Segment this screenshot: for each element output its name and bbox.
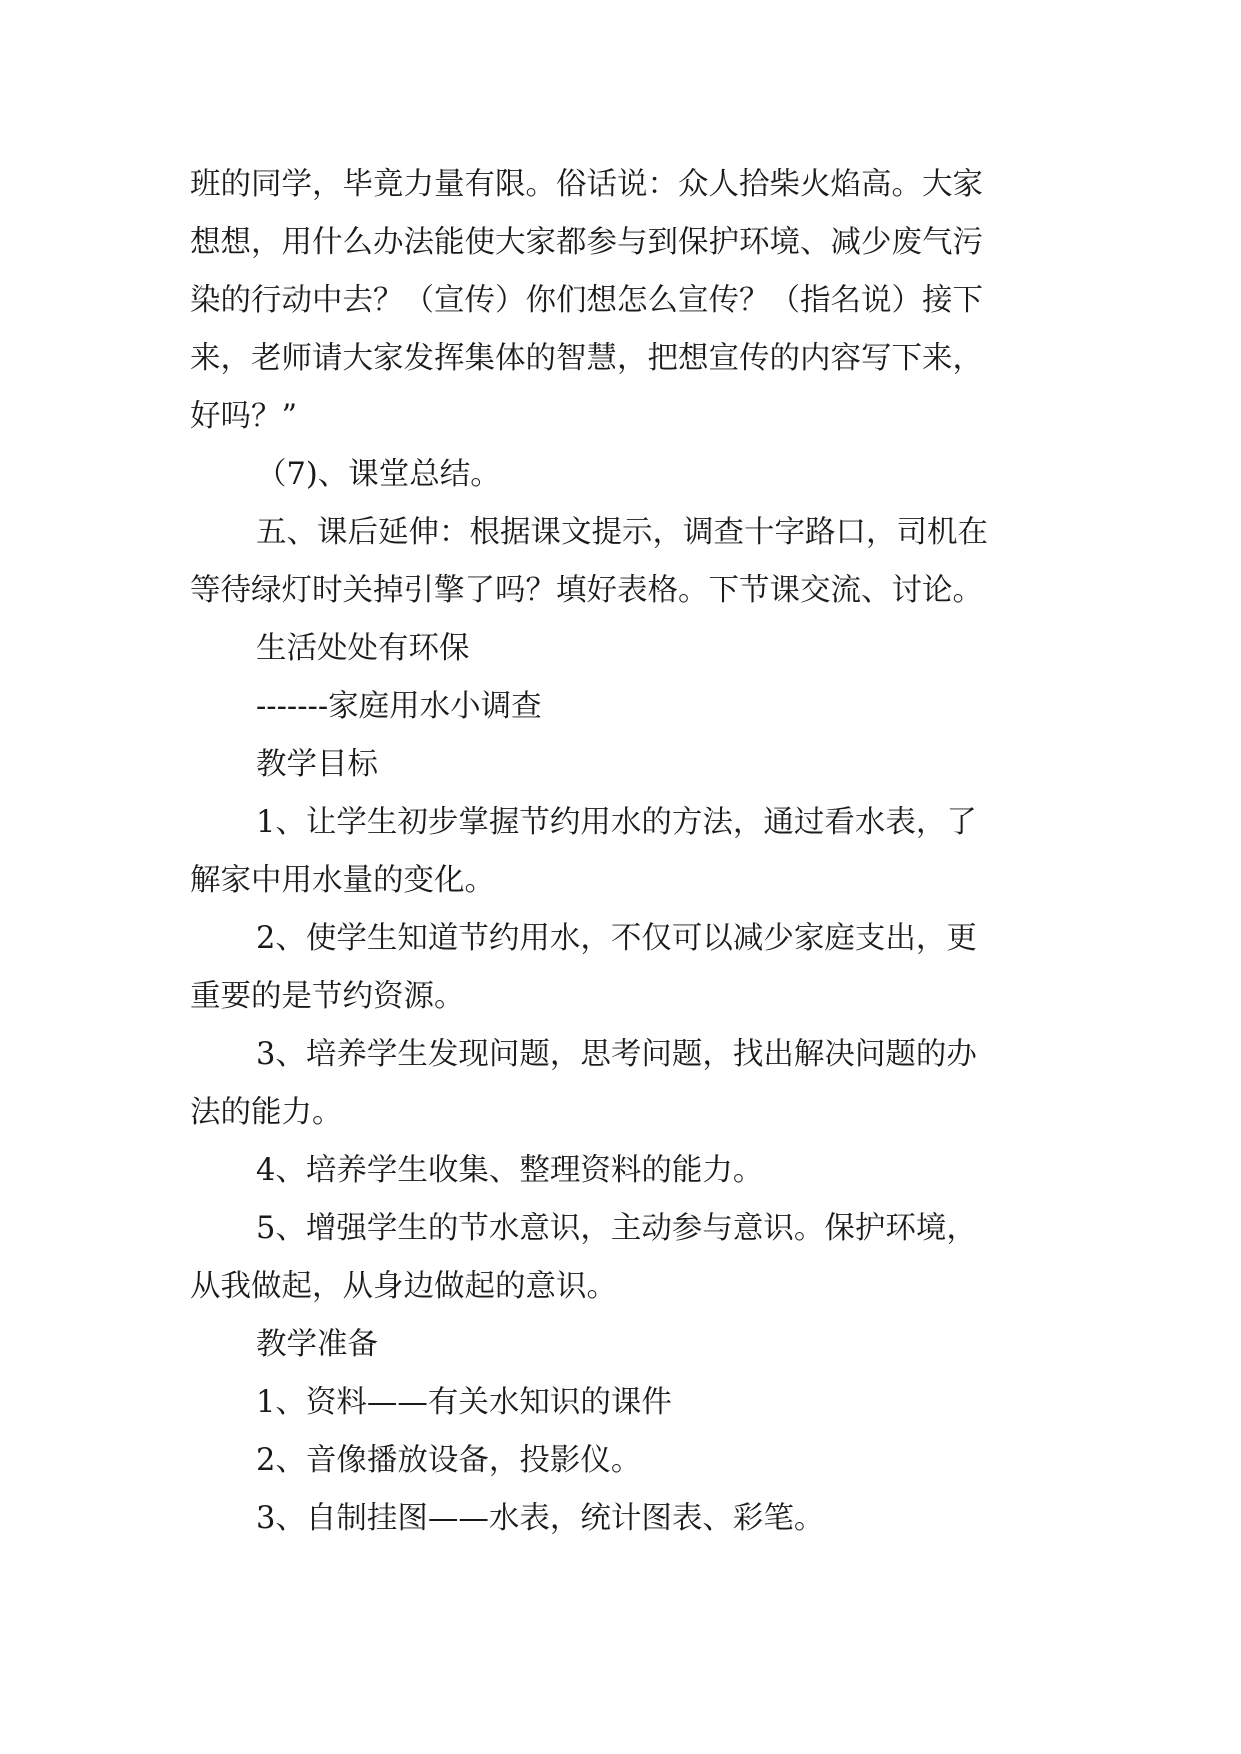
text-line: 想想，用什么办法能使大家都参与到保护环境、减少废气污 — [190, 225, 983, 260]
text-line: 3、培养学生发现问题，思考问题，找出解决问题的办 — [256, 1037, 977, 1072]
paragraph — [190, 1026, 1070, 1142]
text-line: 解家中用水量的变化。 — [190, 863, 495, 898]
paragraph — [190, 504, 1070, 620]
text-line: 重要的是节约资源。 — [190, 979, 465, 1014]
text-line: 染的行动中去？（宣传）你们想怎么宣传？（指名说）接下 — [190, 283, 983, 318]
paragraph — [190, 678, 1070, 736]
text-line: 2、使学生知道节约用水，不仅可以减少家庭支出，更 — [256, 921, 977, 956]
text-line: 法的能力。 — [190, 1095, 343, 1130]
text-line: 生活处处有环保 — [256, 631, 470, 666]
paragraph — [190, 620, 1070, 678]
text-line: 等待绿灯时关掉引擎了吗？填好表格。下节课交流、讨论。 — [190, 573, 983, 608]
paragraph — [190, 446, 1070, 504]
paragraph — [190, 1432, 1070, 1490]
text-line: 3、自制挂图——水表，统计图表、彩笔。 — [256, 1501, 825, 1536]
paragraph — [190, 1200, 1070, 1316]
text-line: 来，老师请大家发挥集体的智慧，把想宣传的内容写下来， — [190, 341, 983, 376]
text-line: 1、让学生初步掌握节约用水的方法，通过看水表，了 — [256, 805, 977, 840]
paragraph — [190, 1374, 1070, 1432]
paragraph — [190, 794, 1070, 910]
document-body — [190, 156, 1070, 1548]
text-line: -------家庭用水小调查 — [256, 689, 542, 724]
paragraph — [190, 1316, 1070, 1374]
text-line: 教学准备 — [256, 1327, 378, 1362]
paragraph — [190, 736, 1070, 794]
paragraph — [190, 156, 1070, 446]
text-line: 5、增强学生的节水意识，主动参与意识。保护环境， — [256, 1211, 977, 1246]
text-line: 从我做起，从身边做起的意识。 — [190, 1269, 617, 1304]
text-line: 教学目标 — [256, 747, 378, 782]
paragraph — [190, 910, 1070, 1026]
paragraph — [190, 1490, 1070, 1548]
text-line: 4、培养学生收集、整理资料的能力。 — [256, 1153, 764, 1188]
text-line: 五、课后延伸：根据课文提示，调查十字路口，司机在 — [256, 515, 988, 550]
text-line: 班的同学，毕竟力量有限。俗话说：众人拾柴火焰高。大家 — [190, 167, 983, 202]
text-line: 好吗？” — [190, 399, 298, 434]
text-line: （7)、课堂总结。 — [256, 457, 501, 492]
text-line: 2、音像播放设备，投影仪。 — [256, 1443, 642, 1478]
text-line: 1、资料——有关水知识的课件 — [256, 1385, 672, 1420]
paragraph — [190, 1142, 1070, 1200]
